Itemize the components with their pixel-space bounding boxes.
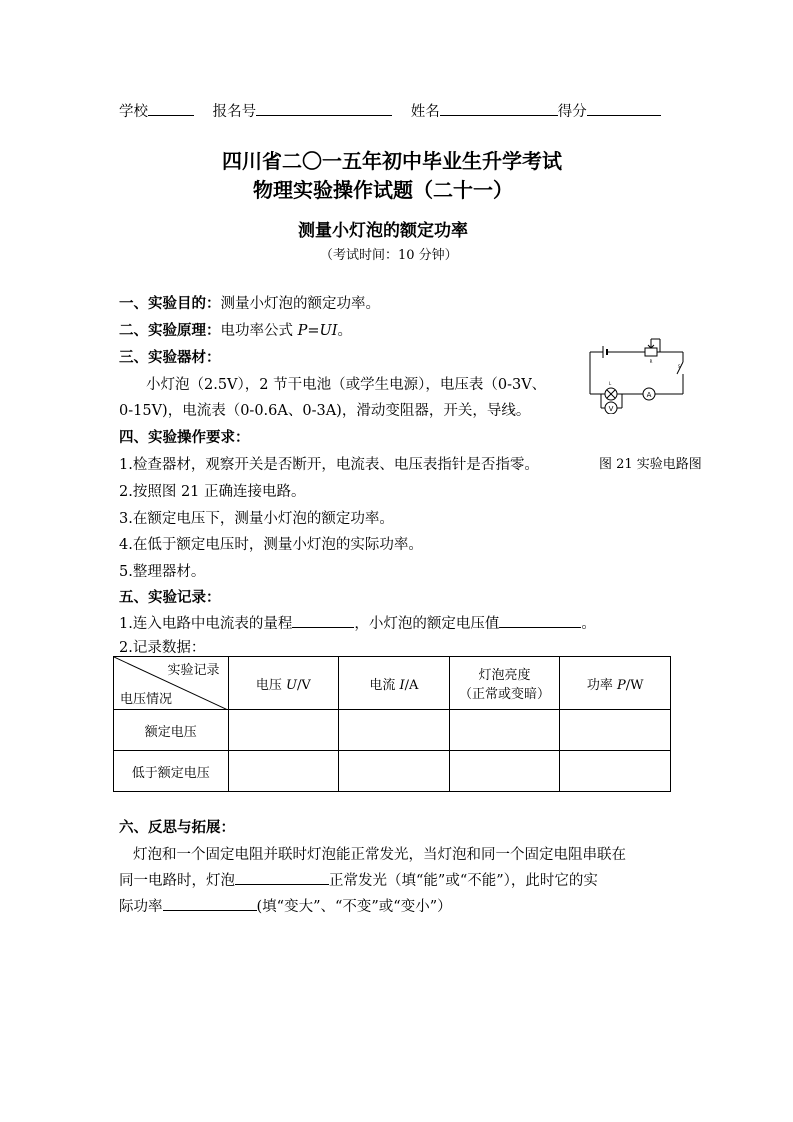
page-title-2: 物理实验操作试题（二十一） (253, 178, 513, 202)
voltmeter-label: V (608, 405, 614, 413)
reflection-line-3 (119, 895, 452, 916)
table-row (114, 751, 671, 792)
power-formula: P=UI (297, 323, 338, 339)
materials-line-1: 小灯泡（2.5V），2 节干电池（或学生电源），电压表（0-3V、 (146, 377, 547, 393)
row-label-lower: 低于额定电压 (114, 751, 229, 792)
lamp-label: L (609, 381, 612, 386)
ammeter-range-field[interactable] (292, 613, 354, 628)
cell-input[interactable] (449, 710, 560, 751)
reflection-line-2-pre: 同一电路时，灯泡 (119, 873, 235, 889)
cell-input[interactable] (449, 751, 560, 792)
school-field[interactable] (148, 101, 194, 116)
cell-input[interactable] (228, 751, 339, 792)
principle-end: 。 (337, 323, 352, 339)
score-label: 得分 (557, 104, 587, 120)
page-title: 四川省二〇一五年初中毕业生升学考试 (222, 149, 562, 173)
reflection-line-2-post: 正常发光（填“能”或“不能”），此时它的实 (329, 873, 598, 889)
reflection-line-3-pre: 际功率 (119, 899, 163, 915)
section-principle (119, 319, 352, 340)
circuit-diagram (582, 332, 692, 414)
record-heading: 五、实验记录： (119, 589, 221, 606)
operation-step-3: 3.在额定电压下，测量小灯泡的额定功率。 (119, 511, 394, 527)
cell-input[interactable] (228, 710, 339, 751)
materials-heading: 三、实验器材： (119, 349, 221, 366)
header-line (119, 100, 661, 121)
cell-input[interactable] (560, 710, 671, 751)
can-glow-field[interactable] (235, 870, 329, 885)
cell-input[interactable] (339, 710, 450, 751)
q1-end: 。 (581, 616, 596, 632)
principle-text: 电功率公式 (220, 323, 298, 339)
cell-input[interactable] (339, 751, 450, 792)
reflection-line-3-post: (填“变大”、“不变”或“变小”） (256, 899, 452, 915)
data-table (113, 656, 671, 792)
reflection-line-1: 灯泡和一个固定电阻并联时灯泡能正常发光，当灯泡和同一个固定电阻串联在 (133, 847, 626, 863)
cell-input[interactable] (560, 751, 671, 792)
operation-step-4: 4.在低于额定电压时，测量小灯泡的实际功率。 (119, 537, 423, 553)
purpose-heading: 一、实验目的： (119, 295, 221, 312)
table-corner-cell (114, 657, 229, 710)
section-purpose (119, 292, 380, 313)
name-label: 姓名 (410, 104, 440, 120)
name-field[interactable] (440, 101, 558, 116)
operation-step-2: 2.按照图 21 正确连接电路。 (119, 484, 306, 500)
school-label: 学校 (119, 104, 148, 120)
reflection-heading: 六、反思与拓展： (119, 819, 235, 836)
corner-top-label: 实验记录 (167, 663, 220, 678)
principle-heading: 二、实验原理： (119, 322, 221, 339)
operation-heading: 四、实验操作要求： (119, 429, 250, 446)
rheostat-symbol (645, 348, 657, 356)
col-current-header: 电流 I/A (339, 657, 450, 710)
rheostat-label: R (649, 359, 653, 364)
materials-line-2: 0-15V)，电流表（0-0.6A、0-3A)，滑动变阻器，开关，导线。 (119, 403, 531, 419)
switch-label: S (678, 364, 681, 369)
ammeter-label: A (646, 391, 652, 399)
table-row (114, 710, 671, 751)
experiment-title: 测量小灯泡的额定功率 (298, 221, 468, 241)
score-field[interactable] (587, 101, 661, 116)
col-voltage-header: 电压 U/V (228, 657, 339, 710)
row-label-rated: 额定电压 (114, 710, 229, 751)
rated-voltage-label: ，小灯泡的额定电压值 (354, 616, 500, 632)
operation-step-1: 1.检查器材，观察开关是否断开，电流表、电压表指针是否指零。 (119, 457, 539, 473)
corner-bottom-label: 电压情况 (120, 692, 173, 707)
rated-voltage-field[interactable] (499, 613, 581, 628)
operation-step-5: 5.整理器材。 (119, 564, 206, 580)
exam-no-label: 报名号 (212, 104, 257, 120)
actual-power-field[interactable] (163, 896, 257, 911)
col-brightness-header: 灯泡亮度 （正常或变暗） (449, 657, 560, 710)
table-header-row (114, 657, 671, 710)
purpose-text: 测量小灯泡的额定功率。 (220, 296, 380, 312)
exam-time: （考试时间：10 分钟） (320, 248, 458, 263)
record-question-2: 2.记录数据： (119, 640, 206, 656)
figure-caption: 图 21 实验电路图 (599, 457, 702, 472)
col-power-header: 功率 P/W (560, 657, 671, 710)
ammeter-range-label: 1.连入电路中电流表的量程 (119, 616, 293, 632)
record-question-1 (119, 612, 596, 633)
exam-no-field[interactable] (256, 101, 392, 116)
reflection-line-2 (119, 869, 598, 890)
